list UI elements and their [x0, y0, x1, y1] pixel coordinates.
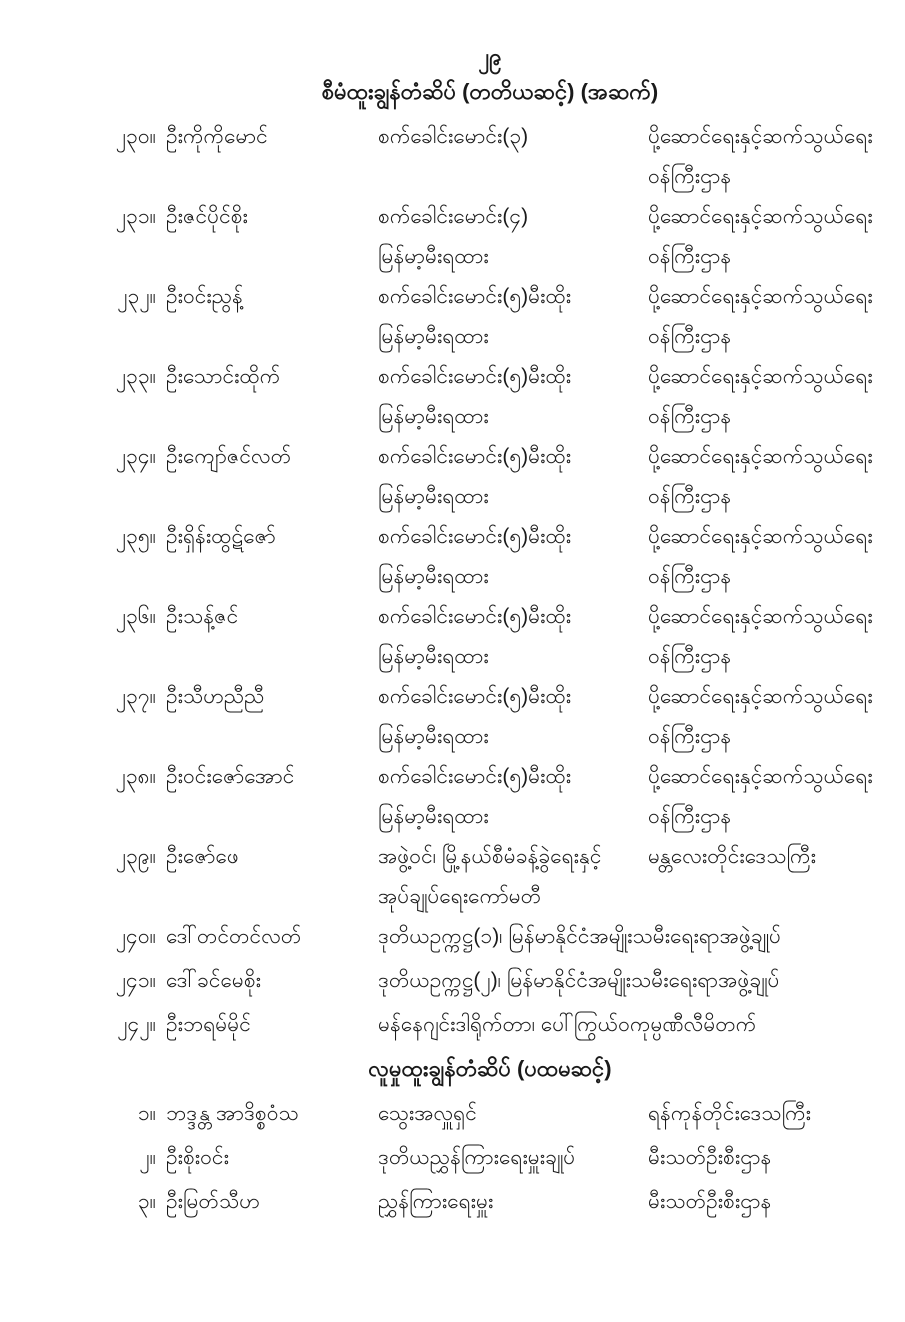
text-line: ဝန်ကြီးဌာန	[648, 645, 732, 668]
recipient-position-cell	[378, 917, 843, 957]
recipient-organization-cell	[648, 437, 905, 517]
text-line: မြန်မာ့မီးရထား	[378, 645, 489, 668]
text-line: မြန်မာ့မီးရထား	[378, 405, 489, 428]
text-line: ဦးသီဟညီညီ	[166, 685, 265, 708]
table-row	[60, 961, 905, 1001]
recipient-name-cell	[166, 437, 378, 477]
text-line: ၂။	[139, 1146, 156, 1169]
text-line: ၂၄၂။	[117, 1013, 156, 1036]
recipient-organization-cell	[648, 597, 905, 677]
recipient-position-cell	[378, 197, 648, 277]
text-line: မြန်မာ့မီးရထား	[378, 725, 489, 748]
table-row	[60, 277, 905, 357]
row-number-cell	[60, 517, 156, 557]
recipient-name-cell	[166, 837, 378, 877]
recipient-organization-cell	[648, 117, 905, 197]
text-line: အုပ်ချုပ်ရေးကော်မတီ	[378, 885, 542, 908]
recipient-name-cell	[166, 517, 378, 557]
recipient-position-cell	[378, 437, 648, 517]
text-line: ဒေါ်တင်တင်လတ်	[166, 925, 302, 948]
table-row	[60, 1005, 905, 1045]
row-number-cell	[60, 357, 156, 397]
text-line: စက်ခေါင်းမောင်း(၅)မီးထိုး	[378, 605, 572, 628]
text-line: ဦးကိုကိုမောင်	[166, 125, 268, 148]
text-line: ပို့ဆောင်ရေးနှင့်ဆက်သွယ်ရေး	[648, 445, 873, 468]
table-row	[60, 1138, 905, 1178]
recipient-organization-cell	[648, 837, 905, 877]
text-line: ပို့ဆောင်ရေးနှင့်ဆက်သွယ်ရေး	[648, 605, 873, 628]
recipient-name-cell	[166, 1138, 378, 1178]
text-line: ၃။	[137, 1190, 156, 1213]
recipient-organization-cell	[648, 517, 905, 597]
text-line: ၂၃၉။	[115, 845, 156, 868]
text-line: စက်ခေါင်းမောင်း(၅)မီးထိုး	[378, 445, 572, 468]
recipient-name-cell	[166, 357, 378, 397]
row-number-cell	[60, 757, 156, 797]
text-line: ၂၃၀။	[115, 125, 156, 148]
text-line: ၂၃၅။	[115, 525, 156, 548]
row-number-cell	[60, 197, 156, 237]
recipient-position-cell	[378, 1005, 831, 1045]
text-line: ဦးဝင်းညွန့်	[166, 285, 243, 308]
text-line: ဦးဝင်းဇော်အောင်	[166, 765, 295, 788]
text-line: ဒုတိယညွှန်ကြားရေးမှူးချုပ်	[378, 1146, 576, 1169]
text-line: ဦးဇင်ပိုင်စိုး	[166, 205, 248, 228]
text-line: စက်ခေါင်းမောင်း(၅)မီးထိုး	[378, 685, 572, 708]
text-line: စက်ခေါင်းမောင်း(၅)မီးထိုး	[378, 365, 572, 388]
text-line: ဘဒ္ဒန္တ အာဒိစ္စဝံသ	[166, 1102, 299, 1125]
recipient-organization-cell	[648, 357, 905, 437]
text-line: ဝန်ကြီးဌာန	[648, 325, 732, 348]
table-row	[60, 1182, 905, 1222]
row-number-cell	[60, 277, 156, 317]
recipient-name-cell	[166, 1005, 378, 1045]
text-line: ပို့ဆောင်ရေးနှင့်ဆက်သွယ်ရေး	[648, 125, 873, 148]
text-line: ဝန်ကြီးဌာန	[648, 565, 732, 588]
recipient-name-cell	[166, 117, 378, 157]
text-line: ဝန်ကြီးဌာန	[648, 725, 732, 748]
text-line: ၂၃၈။	[115, 765, 156, 788]
text-line: ဦးမြတ်သီဟ	[166, 1190, 260, 1213]
recipient-name-cell	[166, 1094, 378, 1134]
row-number-cell	[60, 597, 156, 637]
text-line: ၂၃၆။	[115, 605, 156, 628]
recipient-position-cell	[378, 1138, 648, 1178]
text-line: ဦးကျော်ဇင်လတ်	[166, 445, 292, 468]
row-number-cell	[60, 1182, 156, 1222]
recipient-position-cell	[378, 837, 648, 917]
table-row	[60, 917, 905, 957]
text-line: ဝန်ကြီးဌာန	[648, 245, 732, 268]
row-number-cell	[60, 437, 156, 477]
recipient-organization-cell	[648, 1094, 905, 1134]
row-number-cell	[60, 117, 156, 157]
recipient-name-cell	[166, 917, 378, 957]
recipient-organization-cell	[648, 1138, 905, 1178]
text-line: စက်ခေါင်းမောင်း(၅)မီးထိုး	[378, 765, 572, 788]
text-line: ဝန်ကြီးဌာန	[648, 165, 732, 188]
text-line: စက်ခေါင်းမောင်း(၅)မီးထိုး	[378, 525, 572, 548]
recipient-organization-cell	[648, 677, 905, 757]
text-line: စက်ခေါင်းမောင်း(၃)	[378, 125, 529, 148]
row-number-cell	[60, 961, 156, 1001]
text-line: ဦးသန့်ဇင်	[166, 605, 239, 628]
text-line: ဒုတိယဥက္ကဋ္ဌ(၁)၊ မြန်မာနိုင်ငံအမျိုးသမီးရေးရာအဖွဲ့ချုပ်	[378, 925, 781, 948]
text-line: ဦးသောင်းထိုက်	[166, 365, 281, 388]
text-line: မြန်မာ့မီးရထား	[378, 485, 489, 508]
table-row	[60, 437, 905, 517]
text-line: စက်ခေါင်းမောင်း(၅)မီးထိုး	[378, 285, 572, 308]
document-page	[0, 42, 905, 1322]
text-line: ပို့ဆောင်ရေးနှင့်ဆက်သွယ်ရေး	[648, 685, 873, 708]
recipient-organization-cell	[648, 277, 905, 357]
table-row	[60, 357, 905, 437]
table-row	[60, 757, 905, 837]
recipient-position-cell	[378, 357, 648, 437]
table-row	[60, 597, 905, 677]
text-line: ဝန်ကြီးဌာန	[648, 805, 732, 828]
text-line: ပို့ဆောင်ရေးနှင့်ဆက်သွယ်ရေး	[648, 765, 873, 788]
text-line: ၁။	[137, 1102, 156, 1125]
recipient-name-cell	[166, 757, 378, 797]
recipient-position-cell	[378, 1094, 648, 1134]
text-line: ပို့ဆောင်ရေးနှင့်ဆက်သွယ်ရေး	[648, 285, 873, 308]
text-line: ၂၄၀။	[115, 925, 156, 948]
text-line: အဖွဲ့ဝင်၊ မြို့နယ်စီမံခန့်ခွဲရေးနှင့်	[378, 845, 602, 868]
text-line: ၂၃၁။	[115, 205, 156, 228]
recipient-organization-cell	[648, 197, 905, 277]
text-line: ၂၃၂။	[117, 285, 156, 308]
recipient-name-cell	[166, 597, 378, 637]
text-line: မန်နေဂျင်းဒါရိုက်တာ၊ ပေါ်ကြွယ်ဝကုမ္ပဏီလီမိတက်	[378, 1013, 757, 1036]
text-line: မန္တလေးတိုင်းဒေသကြီး	[648, 845, 816, 868]
row-number-cell	[60, 1005, 156, 1045]
recipient-position-cell	[378, 117, 648, 157]
text-line: မြန်မာ့မီးရထား	[378, 245, 489, 268]
recipient-organization-cell	[648, 757, 905, 837]
text-line: ဒေါ်ခင်မေစိုး	[166, 969, 262, 992]
table-row	[60, 117, 905, 197]
page-number: ၂၉	[478, 44, 502, 69]
row-number-cell	[60, 917, 156, 957]
text-line: ပို့ဆောင်ရေးနှင့်ဆက်သွယ်ရေး	[648, 365, 873, 388]
text-line: ညွှန်ကြားရေးမှူး	[378, 1190, 494, 1213]
text-line: စက်ခေါင်းမောင်း(၄)	[378, 205, 529, 228]
text-line: သွေးအလှူရှင်	[378, 1102, 477, 1125]
section1-title: စီမံထူးချွန်တံဆိပ် (တတိယဆင့်) (အဆက်)	[321, 79, 659, 104]
text-line: ရန်ကုန်တိုင်းဒေသကြီး	[648, 1102, 812, 1125]
table-row	[60, 517, 905, 597]
text-line: ဝန်ကြီးဌာန	[648, 405, 732, 428]
recipient-position-cell	[378, 277, 648, 357]
text-line: မြန်မာ့မီးရထား	[378, 565, 489, 588]
text-line: ၂၃၃။	[115, 365, 156, 388]
recipient-position-cell	[378, 517, 648, 597]
recipient-name-cell	[166, 1182, 378, 1222]
row-number-cell	[60, 837, 156, 877]
recipient-position-cell	[378, 757, 648, 837]
table-row	[60, 1094, 905, 1134]
recipient-position-cell	[378, 1182, 648, 1222]
awards-table-management-third-class	[60, 117, 905, 1045]
text-line: ဦးဘရမ်မိုင်	[166, 1013, 251, 1036]
text-line: ၂၃၇။	[115, 685, 156, 708]
text-line: ဝန်ကြီးဌာန	[648, 485, 732, 508]
recipient-organization-cell	[648, 1182, 905, 1222]
recipient-name-cell	[166, 677, 378, 717]
table-row	[60, 677, 905, 757]
table-row	[60, 837, 905, 917]
text-line: မြန်မာ့မီးရထား	[378, 805, 489, 828]
text-line: ပို့ဆောင်ရေးနှင့်ဆက်သွယ်ရေး	[648, 525, 873, 548]
text-line: ပို့ဆောင်ရေးနှင့်ဆက်သွယ်ရေး	[648, 205, 873, 228]
recipient-position-cell	[378, 597, 648, 677]
text-line: ဦးစိုးဝင်း	[166, 1146, 229, 1169]
section2-title: လူမှုထူးချွန်တံဆိပ် (ပထမဆင့်)	[368, 1056, 612, 1081]
table-row	[60, 197, 905, 277]
text-line: ဒုတိယဥက္ကဋ္ဌ(၂)၊ မြန်မာနိုင်ငံအမျိုးသမီးရေးရာအဖွဲ့ချုပ်	[378, 969, 780, 992]
row-number-cell	[60, 1094, 156, 1134]
recipient-position-cell	[378, 961, 842, 1001]
recipient-name-cell	[166, 277, 378, 317]
text-line: ဦးရှိန်းထွဋ်ဇော်	[166, 525, 276, 548]
text-line: မြန်မာ့မီးရထား	[378, 325, 489, 348]
row-number-cell	[60, 1138, 156, 1178]
awards-table-social-first-class	[60, 1094, 905, 1222]
text-line: ဦးဇော်ဖေ	[166, 845, 239, 868]
text-line: ၂၄၁။	[115, 969, 156, 992]
recipient-position-cell	[378, 677, 648, 757]
recipient-name-cell	[166, 961, 378, 1001]
text-line: ၂၃၄။	[115, 445, 156, 468]
text-line: မီးသတ်ဦးစီးဌာန	[648, 1190, 772, 1213]
row-number-cell	[60, 677, 156, 717]
recipient-name-cell	[166, 197, 378, 237]
text-line: မီးသတ်ဦးစီးဌာန	[648, 1146, 772, 1169]
